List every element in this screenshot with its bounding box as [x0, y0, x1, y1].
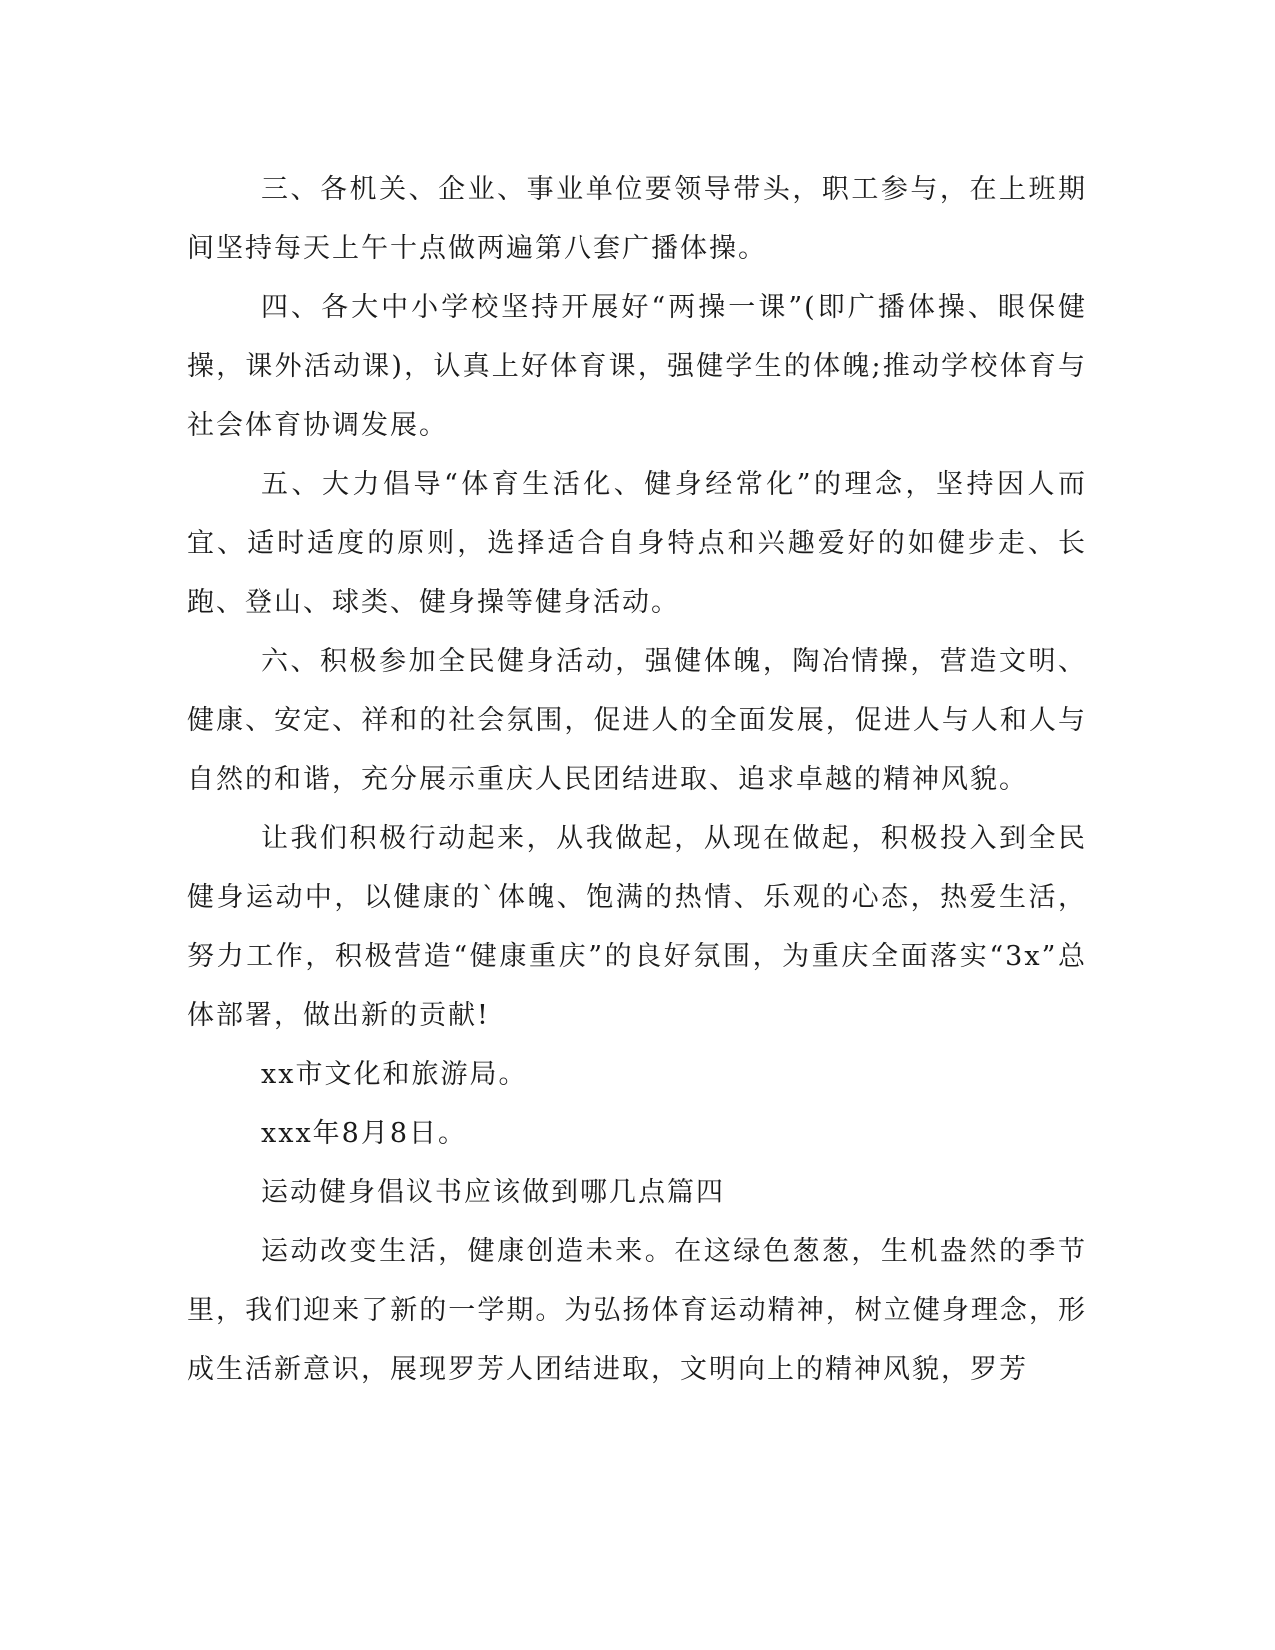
document-body — [187, 160, 1087, 1399]
signature-organization: xx市文化和旅游局。 — [261, 1059, 528, 1090]
paragraph-item-6: 六、积极参加全民健身活动，强健体魄，陶冶情操，营造文明、健康、安定、祥和的社会氛围，促进人的全面发展，促进人与人和人与自然的和谐，充分展示重庆人民团结进取、追求卓越的精神风貌。 — [187, 646, 1087, 795]
paragraph-item-4: 四、各大中小学校坚持开展好“两操一课”(即广播体操、眼保健操，课外活动课)，认真上好体育课，强健学生的体魄;推动学校体育与社会体育协调发展。 — [187, 292, 1087, 441]
intro-paragraph: 运动改变生活，健康创造未来。在这绿色葱葱，生机盎然的季节里，我们迎来了新的一学期。为弘扬体育运动精神，树立健身理念，形成生活新意识，展现罗芳人团结进取，文明向上的精神风貌，罗芳 — [187, 1236, 1087, 1385]
paragraph-item-3: 三、各机关、企业、事业单位要领导带头，职工参与，在上班期间坚持每天上午十点做两遍第八套广播体操。 — [187, 174, 1087, 264]
call-to-action-paragraph: 让我们积极行动起来，从我做起，从现在做起，积极投入到全民健身运动中，以健康的`体魄、饱满的热情、乐观的心态，热爱生活，努力工作，积极营造“健康重庆”的良好氛围，为重庆全面落实“3x”总体部署，做出新的贡献! — [187, 823, 1087, 1031]
signature-date: xxx年8月8日。 — [261, 1118, 468, 1149]
paragraph-item-5: 五、大力倡导“体育生活化、健身经常化”的理念，坚持因人而宜、适时适度的原则，选择适合自身特点和兴趣爱好的如健步走、长跑、登山、球类、健身操等健身活动。 — [187, 469, 1087, 618]
section-heading: 运动健身倡议书应该做到哪几点篇四 — [261, 1177, 725, 1208]
